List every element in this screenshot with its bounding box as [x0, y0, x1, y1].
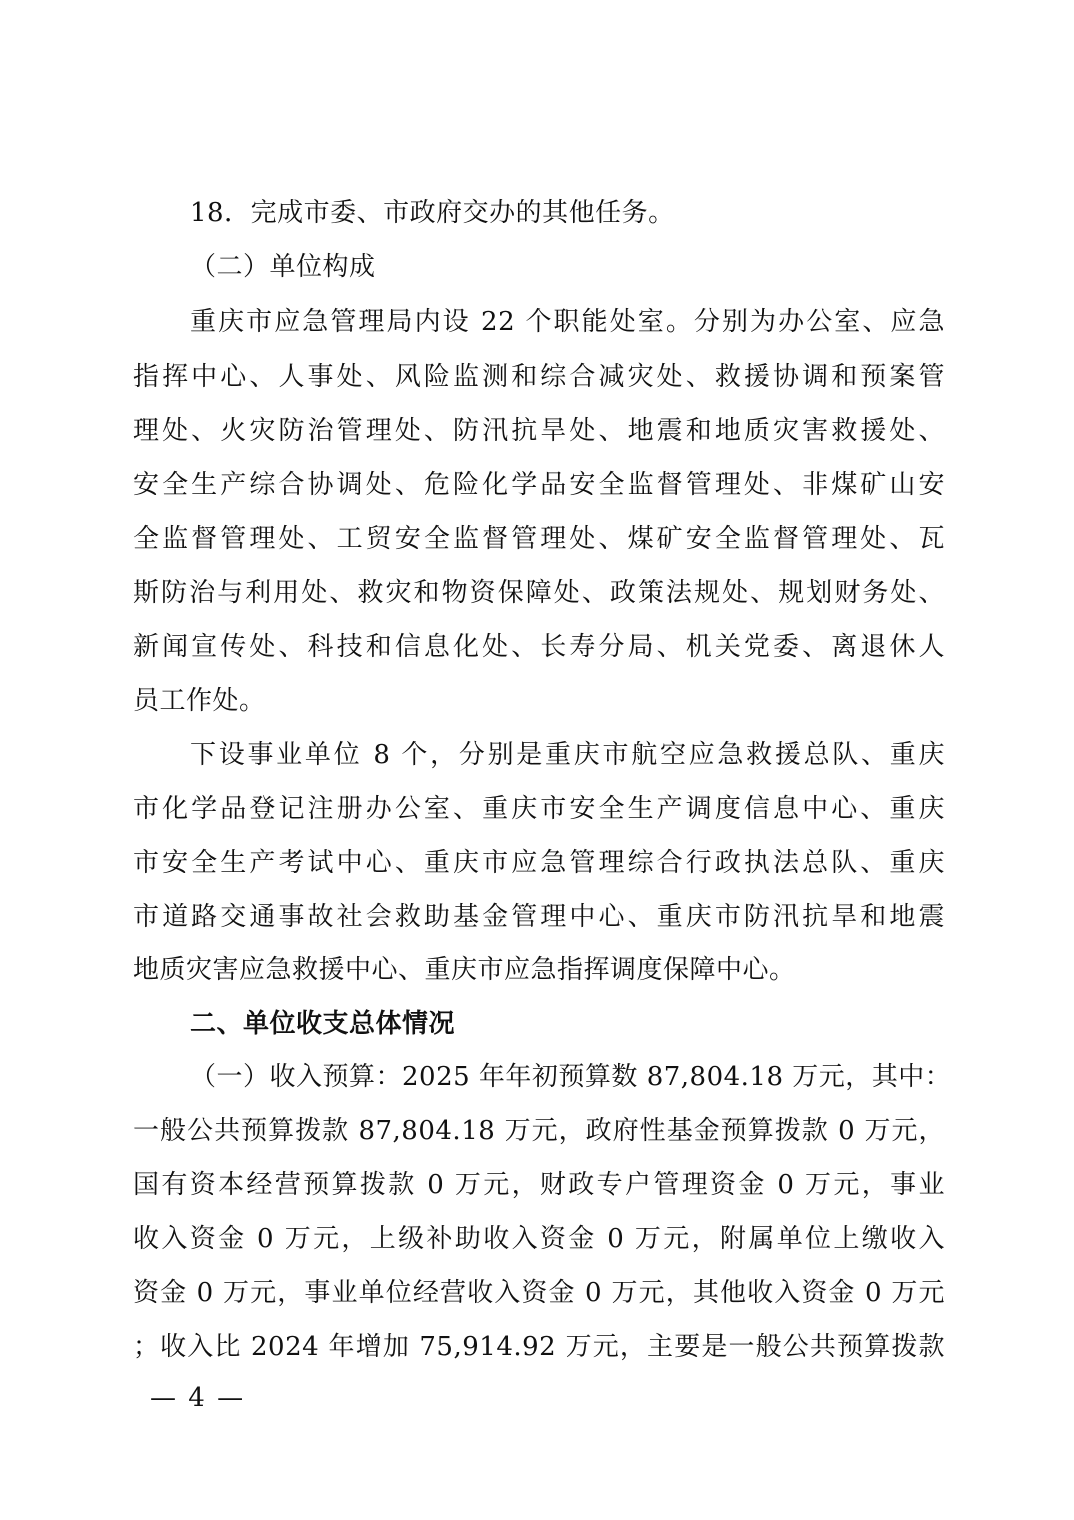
- section-heading: 二、单位收支总体情况: [190, 1009, 456, 1039]
- page-number: — 4 —: [150, 1383, 246, 1413]
- paragraph-line: 新闻宣传处、科技和信息化处、长寿分局、机关党委、离退休人: [133, 632, 945, 662]
- paragraph-line: 全监督管理处、工贸安全监督管理处、煤矿安全监督管理处、瓦: [133, 524, 945, 554]
- paragraph-line: 理处、火灾防治管理处、防汛抗旱处、地震和地质灾害救援处、: [133, 416, 945, 446]
- paragraph-line: 市化学品登记注册办公室、重庆市安全生产调度信息中心、重庆: [133, 794, 945, 824]
- paragraph-line: 18．完成市委、市政府交办的其他任务。: [190, 198, 675, 228]
- paragraph-line: 市道路交通事故社会救助基金管理中心、重庆市防汛抗旱和地震: [133, 902, 945, 932]
- paragraph-line: （一）收入预算：2025 年年初预算数 87,804.18 万元，其中：: [190, 1062, 952, 1092]
- paragraph-line: 重庆市应急管理局内设 22 个职能处室。分别为办公室、应急: [190, 307, 945, 337]
- paragraph-line: 员工作处。: [133, 686, 266, 716]
- section-subheading: （二）单位构成: [190, 252, 376, 282]
- paragraph-line: 市安全生产考试中心、重庆市应急管理综合行政执法总队、重庆: [133, 848, 945, 878]
- paragraph-line: 国有资本经营预算拨款 0 万元，财政专户管理资金 0 万元，事业: [133, 1170, 945, 1200]
- paragraph-line: 资金 0 万元，事业单位经营收入资金 0 万元，其他收入资金 0 万元: [133, 1278, 945, 1308]
- paragraph-line: 收入资金 0 万元，上级补助收入资金 0 万元，附属单位上缴收入: [133, 1224, 945, 1254]
- paragraph-line: 安全生产综合协调处、危险化学品安全监督管理处、非煤矿山安: [133, 470, 945, 500]
- paragraph-line: 地质灾害应急救援中心、重庆市应急指挥调度保障中心。: [133, 955, 796, 985]
- paragraph-line: 指挥中心、人事处、风险监测和综合减灾处、救援协调和预案管: [133, 362, 945, 392]
- paragraph-line: ；收入比 2024 年增加 75,914.92 万元，主要是一般公共预算拨款: [133, 1332, 945, 1362]
- paragraph-line: 下设事业单位 8 个，分别是重庆市航空应急救援总队、重庆: [190, 740, 945, 770]
- paragraph-line: 一般公共预算拨款 87,804.18 万元，政府性基金预算拨款 0 万元，: [133, 1116, 945, 1146]
- paragraph-line: 斯防治与利用处、救灾和物资保障处、政策法规处、规划财务处、: [133, 578, 945, 608]
